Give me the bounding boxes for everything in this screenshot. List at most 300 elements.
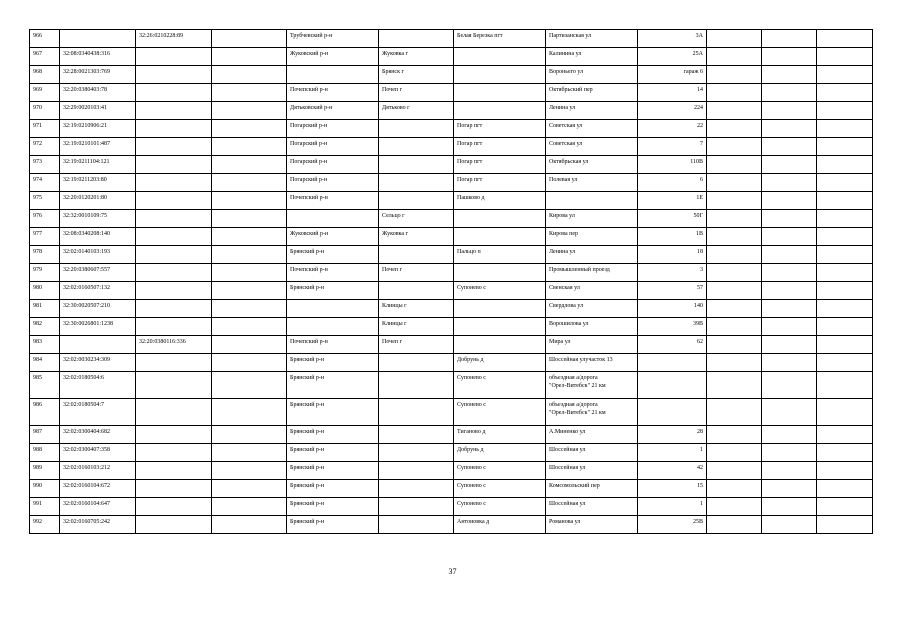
- cadastral-number-2-cell: [136, 498, 212, 516]
- empty-col-cell: [762, 120, 817, 138]
- row-number-cell: 982: [30, 318, 60, 336]
- settlement-cell: [454, 300, 546, 318]
- cadastral-number-cell: 32:20:0120201:80: [60, 192, 136, 210]
- registry-table-body: [30, 30, 873, 534]
- empty-col-cell: [707, 498, 762, 516]
- empty-col-cell: [817, 480, 873, 498]
- street-cell: Калинина ул: [546, 48, 638, 66]
- cadastral-number-2-cell: [136, 66, 212, 84]
- city-cell: Клинцы г: [379, 300, 454, 318]
- house-number-cell: 15: [638, 480, 707, 498]
- cadastral-number-cell: 32:02:0300407:358: [60, 444, 136, 462]
- cadastral-number-cell: 32:02:0030234:309: [60, 354, 136, 372]
- district-cell: Брянский р-н: [287, 462, 379, 480]
- city-cell: [379, 372, 454, 399]
- empty-col-cell: [707, 399, 762, 426]
- empty-col-cell: [707, 174, 762, 192]
- settlement-cell: [454, 48, 546, 66]
- settlement-cell: Погар пгт: [454, 156, 546, 174]
- empty-col-cell: [707, 516, 762, 534]
- city-cell: [379, 426, 454, 444]
- district-cell: Брянский р-н: [287, 399, 379, 426]
- empty-col-cell: [762, 174, 817, 192]
- district-cell: Трубчевский р-н: [287, 30, 379, 48]
- empty-col-cell: [817, 399, 873, 426]
- row-number-cell: 968: [30, 66, 60, 84]
- table-row: [30, 282, 873, 300]
- street-cell: Шоссейная улучасток 13: [546, 354, 638, 372]
- empty-col-cell: [212, 282, 287, 300]
- city-cell: Жуковка г: [379, 228, 454, 246]
- row-number-cell: 989: [30, 462, 60, 480]
- house-number-cell: 1Е: [638, 192, 707, 210]
- cadastral-number-cell: 32:30:0020507:210: [60, 300, 136, 318]
- empty-col-cell: [212, 336, 287, 354]
- row-number-cell: 977: [30, 228, 60, 246]
- settlement-cell: Пальцо п: [454, 246, 546, 264]
- empty-col-cell: [762, 84, 817, 102]
- cadastral-number-cell: 32:02:0300404:682: [60, 426, 136, 444]
- settlement-cell: Погар пгт: [454, 174, 546, 192]
- empty-col-cell: [707, 354, 762, 372]
- empty-col-cell: [817, 210, 873, 228]
- district-cell: Погарский р-н: [287, 138, 379, 156]
- district-cell: Брянский р-н: [287, 246, 379, 264]
- city-cell: Почеп г: [379, 336, 454, 354]
- row-number-cell: 969: [30, 84, 60, 102]
- empty-col-cell: [707, 426, 762, 444]
- house-number-cell: 14: [638, 84, 707, 102]
- street-cell: [546, 192, 638, 210]
- table-row: [30, 210, 873, 228]
- street-cell: Шоссейная ул: [546, 498, 638, 516]
- settlement-cell: Тиганово д: [454, 426, 546, 444]
- empty-col-cell: [817, 354, 873, 372]
- street-cell: Партизанская ул: [546, 30, 638, 48]
- cadastral-number-2-cell: 32:26:0210228:89: [136, 30, 212, 48]
- cadastral-number-2-cell: [136, 246, 212, 264]
- empty-col-cell: [707, 318, 762, 336]
- street-cell: Полевая ул: [546, 174, 638, 192]
- empty-col-cell: [817, 84, 873, 102]
- table-row: [30, 66, 873, 84]
- cadastral-number-cell: 32:02:0160104:672: [60, 480, 136, 498]
- settlement-cell: Супонево с: [454, 480, 546, 498]
- city-cell: Почеп г: [379, 84, 454, 102]
- row-number-cell: 972: [30, 138, 60, 156]
- registry-table: [29, 29, 873, 534]
- empty-col-cell: [762, 30, 817, 48]
- house-number-cell: [638, 372, 707, 399]
- row-number-cell: 970: [30, 102, 60, 120]
- house-number-cell: 224: [638, 102, 707, 120]
- district-cell: Жуковский р-н: [287, 228, 379, 246]
- empty-col-cell: [707, 282, 762, 300]
- house-number-cell: [638, 354, 707, 372]
- empty-col-cell: [762, 462, 817, 480]
- cadastral-number-2-cell: [136, 174, 212, 192]
- cadastral-number-cell: 32:19:0211104:121: [60, 156, 136, 174]
- empty-col-cell: [817, 228, 873, 246]
- settlement-cell: [454, 336, 546, 354]
- settlement-cell: Супонево с: [454, 498, 546, 516]
- empty-col-cell: [817, 120, 873, 138]
- empty-col-cell: [212, 516, 287, 534]
- cadastral-number-cell: 32:02:0160104:647: [60, 498, 136, 516]
- empty-col-cell: [762, 318, 817, 336]
- cadastral-number-cell: 32:08:0340208:140: [60, 228, 136, 246]
- house-number-cell: 57: [638, 282, 707, 300]
- street-cell: Советская ул: [546, 138, 638, 156]
- district-cell: [287, 318, 379, 336]
- cadastral-number-2-cell: [136, 399, 212, 426]
- table-row: [30, 354, 873, 372]
- cadastral-number-2-cell: [136, 318, 212, 336]
- row-number-cell: 985: [30, 372, 60, 399]
- cadastral-number-2-cell: [136, 372, 212, 399]
- empty-col-cell: [762, 516, 817, 534]
- row-number-cell: 980: [30, 282, 60, 300]
- cadastral-number-2-cell: [136, 300, 212, 318]
- empty-col-cell: [707, 30, 762, 48]
- table-row: [30, 156, 873, 174]
- street-cell: Шоссейная ул: [546, 444, 638, 462]
- empty-col-cell: [212, 174, 287, 192]
- empty-col-cell: [762, 336, 817, 354]
- settlement-cell: Супонево с: [454, 282, 546, 300]
- city-cell: [379, 354, 454, 372]
- cadastral-number-cell: 32:30:0026801:1238: [60, 318, 136, 336]
- empty-col-cell: [212, 318, 287, 336]
- table-row: [30, 498, 873, 516]
- house-number-cell: 62: [638, 336, 707, 354]
- empty-col-cell: [707, 372, 762, 399]
- street-cell: А.Миненко ул: [546, 426, 638, 444]
- settlement-cell: [454, 228, 546, 246]
- empty-col-cell: [212, 399, 287, 426]
- district-cell: Брянский р-н: [287, 354, 379, 372]
- settlement-cell: [454, 102, 546, 120]
- district-cell: Почепский р-н: [287, 84, 379, 102]
- settlement-cell: [454, 318, 546, 336]
- house-number-cell: 25А: [638, 48, 707, 66]
- row-number-cell: 973: [30, 156, 60, 174]
- district-cell: Брянский р-н: [287, 444, 379, 462]
- empty-col-cell: [707, 300, 762, 318]
- street-cell: Мира ул: [546, 336, 638, 354]
- cadastral-number-cell: 32:02:0180504:7: [60, 399, 136, 426]
- empty-col-cell: [212, 426, 287, 444]
- empty-col-cell: [707, 246, 762, 264]
- settlement-cell: [454, 210, 546, 228]
- empty-col-cell: [707, 48, 762, 66]
- table-row: [30, 30, 873, 48]
- row-number-cell: 987: [30, 426, 60, 444]
- street-cell: Вороньего ул: [546, 66, 638, 84]
- cadastral-number-2-cell: [136, 354, 212, 372]
- district-cell: Жуковский р-н: [287, 48, 379, 66]
- district-cell: Брянский р-н: [287, 498, 379, 516]
- table-row: [30, 138, 873, 156]
- empty-col-cell: [707, 120, 762, 138]
- street-cell: Комсомольский пер: [546, 480, 638, 498]
- empty-col-cell: [762, 102, 817, 120]
- street-cell: Промышленный проезд: [546, 264, 638, 282]
- table-row: [30, 516, 873, 534]
- street-cell: Свердлова ул: [546, 300, 638, 318]
- street-cell: Ворошилова ул: [546, 318, 638, 336]
- district-cell: [287, 300, 379, 318]
- row-number-cell: 979: [30, 264, 60, 282]
- table-row: [30, 228, 873, 246]
- cadastral-number-2-cell: [136, 462, 212, 480]
- empty-col-cell: [212, 30, 287, 48]
- cadastral-number-2-cell: [136, 264, 212, 282]
- district-cell: Погарский р-н: [287, 156, 379, 174]
- house-number-cell: 28: [638, 426, 707, 444]
- empty-col-cell: [762, 399, 817, 426]
- empty-col-cell: [817, 426, 873, 444]
- empty-col-cell: [707, 444, 762, 462]
- settlement-cell: Супонево с: [454, 372, 546, 399]
- empty-col-cell: [817, 48, 873, 66]
- settlement-cell: Белая Березка пгт: [454, 30, 546, 48]
- city-cell: [379, 282, 454, 300]
- row-number-cell: 976: [30, 210, 60, 228]
- table-row: [30, 120, 873, 138]
- row-number-cell: 984: [30, 354, 60, 372]
- city-cell: Брянск г: [379, 66, 454, 84]
- empty-col-cell: [212, 102, 287, 120]
- street-cell: Шоссейная ул: [546, 462, 638, 480]
- cadastral-number-cell: 32:29:0020103:41: [60, 102, 136, 120]
- row-number-cell: 986: [30, 399, 60, 426]
- empty-col-cell: [762, 426, 817, 444]
- empty-col-cell: [762, 138, 817, 156]
- cadastral-number-2-cell: [136, 48, 212, 66]
- row-number-cell: 991: [30, 498, 60, 516]
- empty-col-cell: [817, 516, 873, 534]
- table-row: [30, 264, 873, 282]
- cadastral-number-cell: 32:19:0210906:21: [60, 120, 136, 138]
- district-cell: Брянский р-н: [287, 372, 379, 399]
- empty-col-cell: [212, 120, 287, 138]
- city-cell: [379, 399, 454, 426]
- cadastral-number-cell: 32:08:0340438:316: [60, 48, 136, 66]
- street-cell: Кирова пер: [546, 228, 638, 246]
- row-number-cell: 974: [30, 174, 60, 192]
- city-cell: Клинцы г: [379, 318, 454, 336]
- cadastral-number-cell: 32:02:0180504:6: [60, 372, 136, 399]
- table-row: [30, 48, 873, 66]
- city-cell: [379, 444, 454, 462]
- city-cell: Сельцо г: [379, 210, 454, 228]
- cadastral-number-2-cell: [136, 210, 212, 228]
- cadastral-number-2-cell: [136, 444, 212, 462]
- empty-col-cell: [762, 264, 817, 282]
- district-cell: Погарский р-н: [287, 174, 379, 192]
- settlement-cell: [454, 84, 546, 102]
- cadastral-number-2-cell: [136, 156, 212, 174]
- street-cell: объездная а/дорога "Орел-Витебск" 21 км: [546, 372, 638, 399]
- cadastral-number-cell: [60, 336, 136, 354]
- settlement-cell: Добрунь д: [454, 354, 546, 372]
- city-cell: [379, 462, 454, 480]
- empty-col-cell: [212, 264, 287, 282]
- empty-col-cell: [212, 84, 287, 102]
- city-cell: [379, 30, 454, 48]
- cadastral-number-cell: 32:28:0021303:769: [60, 66, 136, 84]
- empty-col-cell: [212, 66, 287, 84]
- row-number-cell: 981: [30, 300, 60, 318]
- row-number-cell: 988: [30, 444, 60, 462]
- row-number-cell: 966: [30, 30, 60, 48]
- table-row: [30, 300, 873, 318]
- empty-col-cell: [762, 192, 817, 210]
- cadastral-number-cell: 32:02:0140103:193: [60, 246, 136, 264]
- cadastral-number-2-cell: [136, 426, 212, 444]
- house-number-cell: 3А: [638, 30, 707, 48]
- empty-col-cell: [212, 354, 287, 372]
- row-number-cell: 978: [30, 246, 60, 264]
- cadastral-number-2-cell: [136, 138, 212, 156]
- empty-col-cell: [212, 48, 287, 66]
- empty-col-cell: [212, 138, 287, 156]
- city-cell: [379, 516, 454, 534]
- district-cell: Почепский р-н: [287, 192, 379, 210]
- house-number-cell: 22: [638, 120, 707, 138]
- empty-col-cell: [212, 444, 287, 462]
- empty-col-cell: [817, 498, 873, 516]
- house-number-cell: 7: [638, 138, 707, 156]
- settlement-cell: Антоновка д: [454, 516, 546, 534]
- district-cell: [287, 210, 379, 228]
- empty-col-cell: [762, 372, 817, 399]
- empty-col-cell: [817, 66, 873, 84]
- row-number-cell: 990: [30, 480, 60, 498]
- street-cell: Октябрьская ул: [546, 156, 638, 174]
- table-row: [30, 444, 873, 462]
- city-cell: [379, 192, 454, 210]
- empty-col-cell: [707, 228, 762, 246]
- house-number-cell: 18: [638, 246, 707, 264]
- city-cell: Жуковка г: [379, 48, 454, 66]
- empty-col-cell: [762, 228, 817, 246]
- settlement-cell: Супонево с: [454, 462, 546, 480]
- street-cell: Советская ул: [546, 120, 638, 138]
- empty-col-cell: [762, 354, 817, 372]
- house-number-cell: 39В: [638, 318, 707, 336]
- district-cell: Брянский р-н: [287, 480, 379, 498]
- row-number-cell: 971: [30, 120, 60, 138]
- table-row: [30, 336, 873, 354]
- settlement-cell: [454, 264, 546, 282]
- house-number-cell: 1В: [638, 228, 707, 246]
- table-row: [30, 426, 873, 444]
- table-row: [30, 174, 873, 192]
- house-number-cell: 3: [638, 264, 707, 282]
- cadastral-number-cell: 32:19:0210101:487: [60, 138, 136, 156]
- house-number-cell: гараж 6: [638, 66, 707, 84]
- empty-col-cell: [707, 138, 762, 156]
- empty-col-cell: [762, 444, 817, 462]
- cadastral-number-cell: 32:02:0160507:132: [60, 282, 136, 300]
- house-number-cell: 25В: [638, 516, 707, 534]
- empty-col-cell: [212, 300, 287, 318]
- street-cell: объездная а/дорога "Орел-Витебск" 21 км: [546, 399, 638, 426]
- empty-col-cell: [817, 102, 873, 120]
- house-number-cell: 140: [638, 300, 707, 318]
- settlement-cell: [454, 66, 546, 84]
- settlement-cell: Пашково д: [454, 192, 546, 210]
- empty-col-cell: [817, 318, 873, 336]
- city-cell: Дятьково г: [379, 102, 454, 120]
- cadastral-number-cell: 32:02:0160705:242: [60, 516, 136, 534]
- empty-col-cell: [707, 264, 762, 282]
- row-number-cell: 992: [30, 516, 60, 534]
- table-row: [30, 84, 873, 102]
- empty-col-cell: [817, 30, 873, 48]
- street-cell: Свенская ул: [546, 282, 638, 300]
- district-cell: Почепский р-н: [287, 264, 379, 282]
- city-cell: [379, 498, 454, 516]
- house-number-cell: 42: [638, 462, 707, 480]
- empty-col-cell: [707, 102, 762, 120]
- cadastral-number-2-cell: [136, 480, 212, 498]
- empty-col-cell: [817, 282, 873, 300]
- cadastral-number-2-cell: [136, 282, 212, 300]
- empty-col-cell: [817, 336, 873, 354]
- city-cell: [379, 246, 454, 264]
- empty-col-cell: [762, 246, 817, 264]
- cadastral-number-cell: [60, 30, 136, 48]
- district-cell: Брянский р-н: [287, 282, 379, 300]
- house-number-cell: [638, 399, 707, 426]
- empty-col-cell: [212, 210, 287, 228]
- empty-col-cell: [817, 138, 873, 156]
- cadastral-number-cell: 32:20:0380403:78: [60, 84, 136, 102]
- empty-col-cell: [762, 282, 817, 300]
- table-row: [30, 102, 873, 120]
- cadastral-number-2-cell: [136, 192, 212, 210]
- settlement-cell: Погар пгт: [454, 120, 546, 138]
- empty-col-cell: [707, 480, 762, 498]
- empty-col-cell: [817, 264, 873, 282]
- empty-col-cell: [762, 480, 817, 498]
- row-number-cell: 975: [30, 192, 60, 210]
- empty-col-cell: [212, 498, 287, 516]
- cadastral-number-2-cell: [136, 120, 212, 138]
- empty-col-cell: [762, 66, 817, 84]
- city-cell: [379, 138, 454, 156]
- empty-col-cell: [707, 66, 762, 84]
- district-cell: Погарский р-н: [287, 120, 379, 138]
- street-cell: Ленина ул: [546, 102, 638, 120]
- district-cell: Почепский р-н: [287, 336, 379, 354]
- empty-col-cell: [212, 246, 287, 264]
- house-number-cell: 110В: [638, 156, 707, 174]
- cadastral-number-2-cell: [136, 228, 212, 246]
- city-cell: [379, 120, 454, 138]
- cadastral-number-2-cell: 32:20:0380116:336: [136, 336, 212, 354]
- empty-col-cell: [707, 84, 762, 102]
- empty-col-cell: [212, 462, 287, 480]
- district-cell: Брянский р-н: [287, 516, 379, 534]
- cadastral-number-2-cell: [136, 84, 212, 102]
- cadastral-number-cell: 32:19:0211203:80: [60, 174, 136, 192]
- table-row: [30, 372, 873, 399]
- city-cell: Почеп г: [379, 264, 454, 282]
